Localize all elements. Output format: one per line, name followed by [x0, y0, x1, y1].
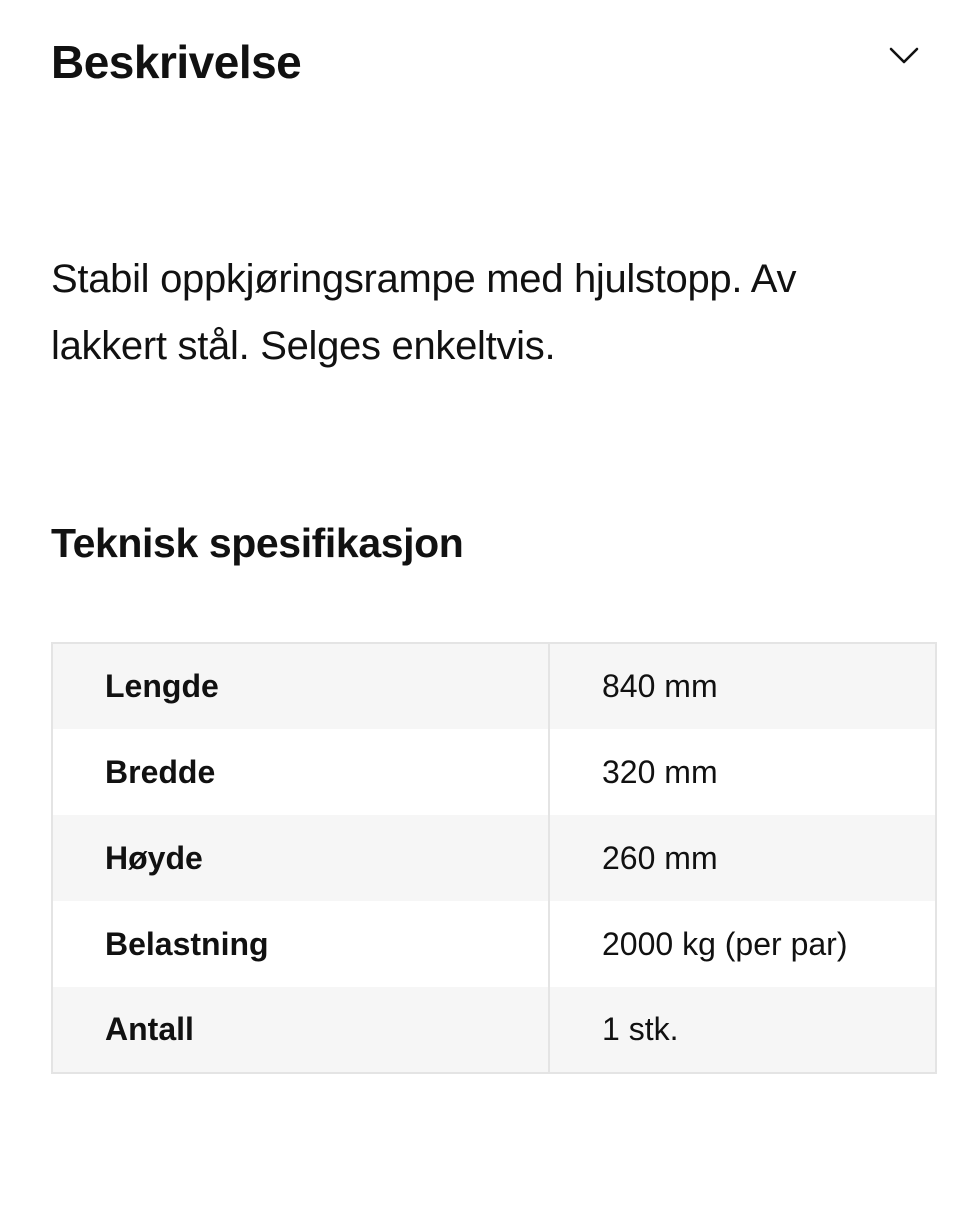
- spec-value: 840 mm: [602, 668, 718, 704]
- spec-row-load: [52, 901, 936, 987]
- spec-row-height: [52, 815, 936, 901]
- spec-value: 1 stk.: [602, 1011, 679, 1047]
- spec-label: Lengde: [52, 643, 549, 729]
- spec-label: Antall: [52, 987, 549, 1073]
- chevron-down-icon[interactable]: [889, 46, 919, 66]
- spec-label: Høyde: [52, 815, 549, 901]
- accordion-title: Beskrivelse: [51, 36, 302, 88]
- spec-table: [51, 642, 937, 1074]
- spec-label: Belastning: [52, 901, 549, 987]
- spec-row-width: [52, 729, 936, 815]
- spec-row-length: [52, 643, 936, 729]
- spec-label: Bredde: [52, 729, 549, 815]
- spec-value: 320 mm: [602, 753, 718, 790]
- product-description: Stabil oppkjøringsrampe med hjulstopp. Av lakkert stål. Selges enkeltvis.: [51, 257, 797, 368]
- spec-heading: Teknisk spesifikasjon: [51, 520, 464, 566]
- spec-value: 2000 kg (per par): [602, 925, 848, 962]
- spec-row-quantity: [52, 987, 936, 1073]
- description-accordion-toggle[interactable]: [51, 24, 931, 96]
- spec-value: 260 mm: [602, 839, 718, 876]
